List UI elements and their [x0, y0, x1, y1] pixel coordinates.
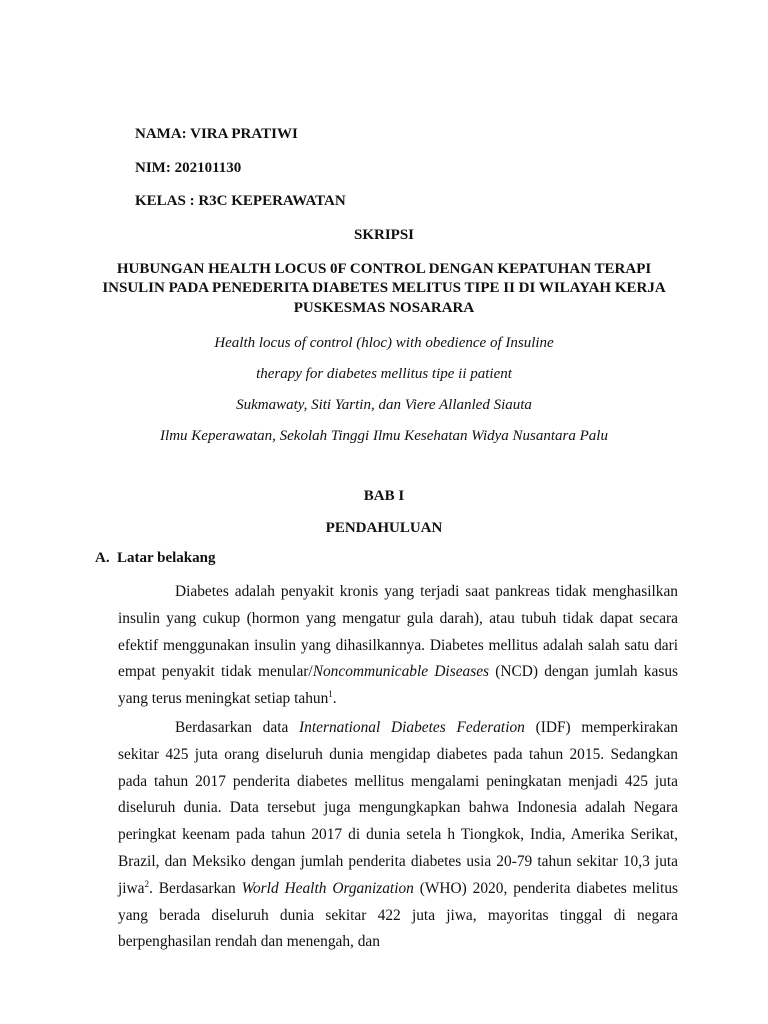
title-line-1: HUBUNGAN HEALTH LOCUS 0F CONTROL DENGAN KEPATUHAN TERAPI: [116, 261, 652, 277]
title-line-3: PUSKESMAS NOSARARA: [293, 300, 475, 316]
footnote-ref-1: 1: [328, 689, 333, 700]
chapter-number: BAB I: [363, 488, 405, 504]
paragraph-2-text-c: . Berdasarkan: [149, 879, 242, 897]
footnote-ref-2: 2: [144, 878, 149, 889]
english-title-line-1: Health locus of control (hloc) with obedience of Insuline: [214, 335, 554, 351]
affiliation: Ilmu Keperawatan, Sekolah Tinggi Ilmu Kesehatan Widya Nusantara Palu: [160, 428, 608, 444]
student-class: KELAS : R3C KEPERAWATAN: [135, 193, 346, 209]
paragraph-1-text-c: .: [332, 690, 337, 708]
document-type: SKRIPSI: [353, 227, 415, 243]
paragraph-2: [118, 715, 678, 956]
student-nim: NIM: 202101130: [135, 160, 242, 176]
paragraph-1-text-a: Diabetes adalah penyakit kronis yang terjadi saat pankreas tidak menghasilkan insulin yang cukup (hormon yang mengatur gula darah), atau tubuh tidak dapat secara efektif menggunakan insulin yang dihasilkannya. Diabetes mellitus adalah salah satu dari empat penyakit tidak menular/: [118, 583, 678, 681]
title-line-2: INSULIN PADA PENEDERITA DIABETES MELITUS TIPE II DI WILAYAH KERJA: [102, 280, 666, 296]
paragraph-2-text-b: (IDF) memperkirakan sekitar 425 juta orang diseluruh dunia mengidap diabetes pada tahun 2015. Sedangkan pada tahun 2017 penderita diabetes mellitus mengalami peningkatan menjadi 425 juta diseluruh dunia. Data tersebut juga mengungkapkan bahwa Indonesia adalah Negara peringkat keenam pada tahun 2017 di dunia setela h Tiongkok, India, Amerika Serikat, Brazil, dan Meksiko dengan jumlah penderita diabetes usia 20-79 tahun sekitar 10,3 juta jiwa: [118, 719, 678, 897]
paragraph-1: [118, 579, 678, 713]
section-title: Latar belakang: [117, 550, 216, 566]
paragraph-2-text-a: Berdasarkan data: [175, 719, 300, 736]
english-title-line-2: therapy for diabetes mellitus tipe ii patient: [256, 366, 512, 382]
section-letter: A.: [95, 550, 110, 566]
paragraph-1-text-b: (NCD) dengan jumlah kasus yang terus meningkat setiap tahun: [118, 663, 679, 708]
chapter-title: PENDAHULUAN: [325, 520, 443, 536]
paragraph-1-italic-a: Noncommunicable Diseases: [312, 663, 490, 681]
paragraph-2-italic-a: International Diabetes Federation: [299, 719, 525, 736]
paragraph-2-italic-b: World Health Organization: [241, 879, 414, 897]
section-heading: [95, 550, 216, 567]
paragraph-2-text-d: (WHO) 2020, penderita diabetes melitus yang berada diseluruh dunia sekitar 422 juta jiwa, mayoritas tinggal di negara berpenghasilan rendah dan menengah, dan: [118, 879, 678, 951]
authors: Sukmawaty, Siti Yartin, dan Viere Allanled Siauta: [236, 397, 532, 413]
student-name: NAMA: VIRA PRATIWI: [135, 126, 298, 142]
